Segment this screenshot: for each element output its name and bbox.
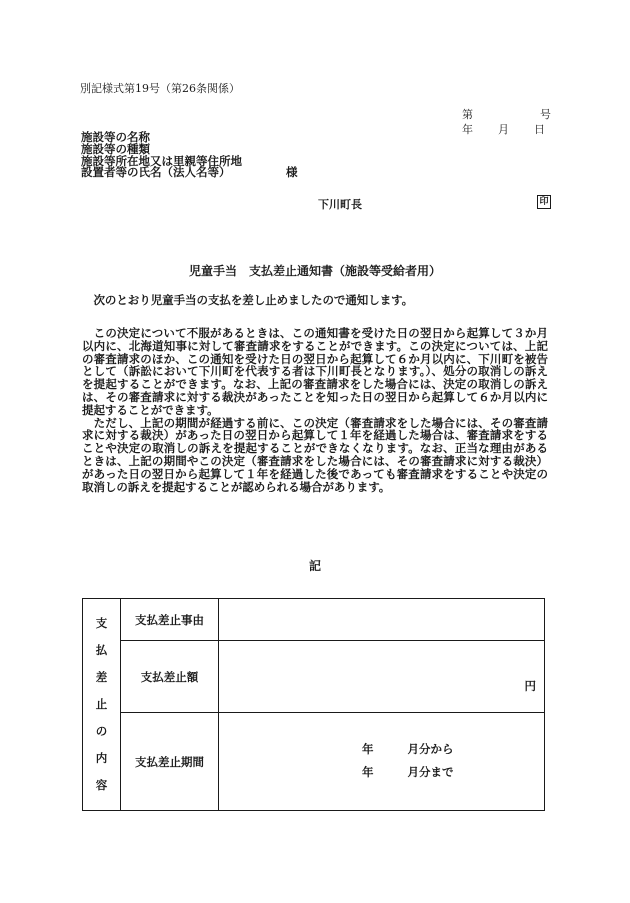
- period-label: 支払差止期間: [121, 713, 219, 811]
- side-char: 容: [95, 778, 108, 792]
- suspension-details-table: [82, 598, 545, 811]
- reason-label: 支払差止事由: [121, 599, 219, 641]
- issuer-mayor: 下川町長: [318, 198, 362, 211]
- proviso-text: ただし、上記の期間が経過する前に、この決定（審査請求をした場合には、その審査請求に対する裁決）があった日の翌日から起算して１年を経過した場合は、審査請求をすることや決定の取消しの訴えを提起することができなくなります。なお、正当な理由があるときは、上記の期間やこの決定（審査請求をした場合には、その審査請求に対する裁決）があった日の翌日から起算して１年を経過した後であっても審査請求をすることや決定の取消しの訴えを提起することが認められる場合があります。: [82, 415, 548, 494]
- side-heading: [83, 599, 121, 811]
- period-to-month: 月分まで: [407, 765, 454, 779]
- date-month: 月: [498, 123, 509, 136]
- notice-sentence: [82, 294, 548, 307]
- recipient-info: [81, 130, 298, 180]
- document-number-date: [462, 107, 551, 137]
- amount-value: [219, 641, 545, 713]
- side-char: 止: [95, 697, 108, 711]
- amount-label: 支払差止額: [121, 641, 219, 713]
- side-char: 支: [95, 616, 108, 630]
- number-prefix: 第: [462, 108, 473, 121]
- period-to-year: 年: [362, 765, 374, 779]
- document-title: 児童手当 支払差止通知書（施設等受給者用）: [188, 264, 441, 278]
- facility-name-label: 施設等の名称: [81, 130, 150, 144]
- side-char: 内: [95, 751, 108, 765]
- founder-name-label: 設置者等の氏名（法人名等）: [81, 165, 231, 180]
- side-char: 差: [95, 670, 108, 684]
- seal-stamp: 印: [537, 195, 551, 209]
- reason-value: [219, 599, 545, 641]
- period-value: [219, 713, 545, 811]
- side-char: 払: [95, 643, 108, 657]
- period-from-year: 年: [362, 742, 374, 756]
- number-suffix: 号: [540, 108, 551, 121]
- period-from-month: 月分から: [407, 742, 454, 756]
- date-year: 年: [462, 123, 473, 136]
- appeal-paragraph: [82, 327, 548, 493]
- honorific-sama: 様: [286, 165, 298, 180]
- side-char: の: [95, 724, 108, 738]
- yen-unit: 円: [524, 679, 536, 693]
- appeal-text: この決定について不服があるときは、この通知書を受けた日の翌日から起算して３か月以内に、北海道知事に対して審査請求をすることができます。この決定については、上記の審査請求のほか、この通知を受けた日の翌日から起算して６か月以内に、下川町を被告として（訴訟において下川町を代表する者は下川町長となります。）、処分の取消しの訴えを提起することができます。なお、上記の審査請求をした場合には、決定の取消しの訴えは、その審査請求に対する裁決があったことを知った日の翌日から起算して６か月以内に提起することができます。: [82, 326, 548, 417]
- date-day: 日: [534, 123, 545, 136]
- ki-heading: 記: [308, 559, 321, 573]
- notice-text: 次のとおり児童手当の支払を差し止めましたので通知します。: [93, 293, 414, 307]
- facility-type-label: 施設等の種類: [81, 141, 150, 156]
- facility-address-label: 施設等所在地又は里親等住所地: [81, 153, 242, 168]
- form-number: 別記様式第19号（第26条関係）: [80, 82, 240, 95]
